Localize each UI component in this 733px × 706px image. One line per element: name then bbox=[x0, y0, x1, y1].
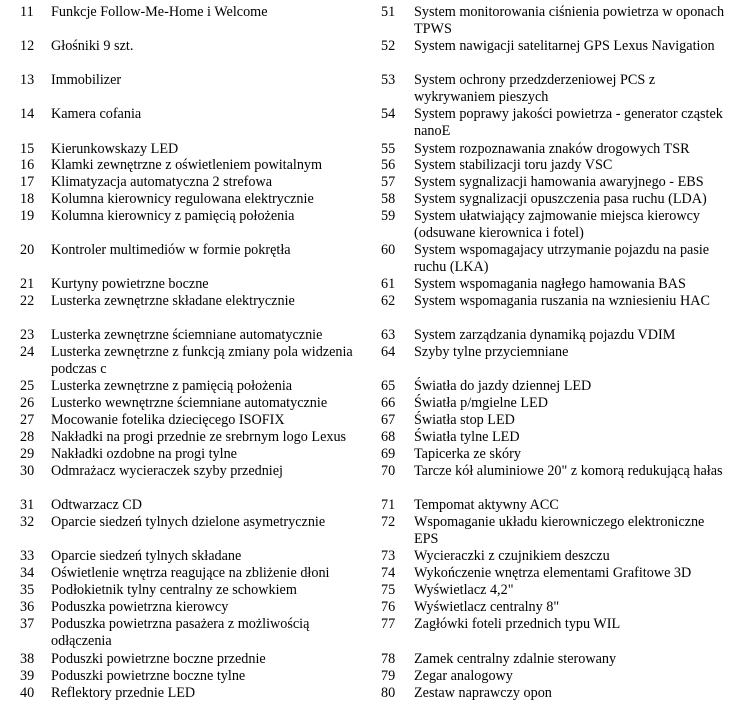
item-label: Wyświetlacz centralny 8" bbox=[414, 599, 560, 615]
item-label: System poprawy jakości powietrza - generator cząstek nanoE bbox=[414, 106, 723, 139]
item-label: Kurtyny powietrzne boczne bbox=[51, 276, 209, 292]
item-label: Lusterka zewnętrzne składane elektrycznie bbox=[51, 293, 295, 309]
item-label: System zarządzania dynamiką pojazdu VDIM bbox=[414, 327, 676, 343]
item-label: Lusterka zewnętrzne z funkcją zmiany pola widzenia podczas c bbox=[51, 344, 353, 377]
item-number: 40 bbox=[20, 685, 35, 701]
item-number: 58 bbox=[381, 191, 396, 207]
item-label: Klimatyzacja automatyczna 2 strefowa bbox=[51, 174, 272, 190]
item-label: Zestaw naprawczy opon bbox=[414, 685, 552, 701]
item-number: 64 bbox=[381, 344, 396, 360]
item-label: Wycieraczki z czujnikiem deszczu bbox=[414, 548, 610, 564]
item-label: Szyby tylne przyciemniane bbox=[414, 344, 569, 360]
item-number: 52 bbox=[381, 38, 396, 54]
item-number: 54 bbox=[381, 106, 396, 122]
item-number: 25 bbox=[20, 378, 35, 394]
item-number: 22 bbox=[20, 293, 35, 309]
item-label: Światła p/mgielne LED bbox=[414, 395, 548, 411]
item-number: 11 bbox=[20, 4, 34, 20]
item-number: 57 bbox=[381, 174, 396, 190]
item-label: Nakładki na progi przednie ze srebrnym logo Lexus bbox=[51, 429, 347, 445]
item-label: Wyświetlacz 4,2" bbox=[414, 582, 514, 598]
item-label: Poduszki powietrzne boczne przednie bbox=[51, 651, 266, 667]
item-number: 28 bbox=[20, 429, 35, 445]
item-label: Mocowanie fotelika dziecięcego ISOFIX bbox=[51, 412, 285, 428]
item-number: 69 bbox=[381, 446, 396, 462]
item-number: 15 bbox=[20, 141, 35, 157]
item-number: 16 bbox=[20, 157, 35, 173]
item-label: System sygnalizacji opuszczenia pasa ruchu (LDA) bbox=[414, 191, 707, 207]
item-label: System ochrony przedzderzeniowej PCS z wykrywaniem pieszych bbox=[414, 72, 656, 105]
item-number: 18 bbox=[20, 191, 35, 207]
item-label: Wspomaganie układu kierowniczego elektroniczne EPS bbox=[414, 514, 705, 547]
item-label: Odmrażacz wycieraczek szyby przedniej bbox=[51, 463, 283, 479]
item-number: 78 bbox=[381, 651, 396, 667]
item-label: Zamek centralny zdalnie sterowany bbox=[414, 651, 617, 667]
item-number: 74 bbox=[381, 565, 396, 581]
item-label: Kolumna kierownicy z pamięcią położenia bbox=[51, 208, 295, 224]
item-number: 27 bbox=[20, 412, 35, 428]
item-label: System wspomagania nagłego hamowania BAS bbox=[414, 276, 686, 292]
item-number: 70 bbox=[381, 463, 396, 479]
item-label: Tempomat aktywny ACC bbox=[414, 497, 559, 513]
item-number: 19 bbox=[20, 208, 35, 224]
item-number: 20 bbox=[20, 242, 35, 258]
item-label: Poduszka powietrzna kierowcy bbox=[51, 599, 229, 615]
item-label: System ułatwiający zajmowanie miejsca kierowcy (odsuwane kierownica i fotel) bbox=[414, 208, 701, 241]
item-label: Podłokietnik tylny centralny ze schowkiem bbox=[51, 582, 297, 598]
item-label: System sygnalizacji hamowania awaryjnego - EBS bbox=[414, 174, 704, 190]
item-number: 60 bbox=[381, 242, 396, 258]
item-number: 17 bbox=[20, 174, 35, 190]
item-number: 59 bbox=[381, 208, 396, 224]
item-label: Poduszka powietrzna pasażera z możliwością odłączenia bbox=[51, 616, 310, 649]
item-label: Poduszki powietrzne boczne tylne bbox=[51, 668, 246, 684]
item-number: 72 bbox=[381, 514, 396, 530]
item-number: 33 bbox=[20, 548, 35, 564]
item-label: System monitorowania ciśnienia powietrza w oponach TPWS bbox=[414, 4, 725, 37]
item-label: Odtwarzacz CD bbox=[51, 497, 142, 513]
item-number: 71 bbox=[381, 497, 396, 513]
item-number: 80 bbox=[381, 685, 396, 701]
item-number: 67 bbox=[381, 412, 396, 428]
item-number: 61 bbox=[381, 276, 396, 292]
item-label: Tapicerka ze skóry bbox=[414, 446, 521, 462]
item-label: Oświetlenie wnętrza reagujące na zbliżenie dłoni bbox=[51, 565, 330, 581]
item-label: Kontroler multimediów w formie pokrętła bbox=[51, 242, 291, 258]
item-label: Zegar analogowy bbox=[414, 668, 513, 684]
item-label: Kierunkowskazy LED bbox=[51, 141, 179, 157]
item-number: 37 bbox=[20, 616, 35, 632]
item-label: Lusterka zewnętrzne z pamięcią położenia bbox=[51, 378, 293, 394]
item-number: 26 bbox=[20, 395, 35, 411]
item-label: Światła tylne LED bbox=[414, 429, 520, 445]
item-number: 53 bbox=[381, 72, 396, 88]
item-label: Wykończenie wnętrza elementami Grafitowe 3D bbox=[414, 565, 692, 581]
item-number: 24 bbox=[20, 344, 35, 360]
item-number: 31 bbox=[20, 497, 35, 513]
item-label: Tarcze kół aluminiowe 20" z komorą redukującą hałas bbox=[414, 463, 723, 479]
item-number: 39 bbox=[20, 668, 35, 684]
item-label: Klamki zewnętrzne z oświetleniem powitalnym bbox=[51, 157, 323, 173]
item-number: 76 bbox=[381, 599, 396, 615]
item-number: 68 bbox=[381, 429, 396, 445]
item-number: 65 bbox=[381, 378, 396, 394]
item-number: 36 bbox=[20, 599, 35, 615]
item-number: 13 bbox=[20, 72, 35, 88]
item-label: Głośniki 9 szt. bbox=[51, 38, 134, 54]
item-number: 34 bbox=[20, 565, 35, 581]
item-number: 12 bbox=[20, 38, 35, 54]
item-label: Reflektory przednie LED bbox=[51, 685, 196, 701]
item-label: Kolumna kierownicy regulowana elektrycznie bbox=[51, 191, 314, 207]
item-label: System wspomagajacy utrzymanie pojazdu na pasie ruchu (LKA) bbox=[414, 242, 710, 275]
item-label: Immobilizer bbox=[51, 72, 122, 88]
item-number: 23 bbox=[20, 327, 35, 343]
item-number: 51 bbox=[381, 4, 396, 20]
item-label: Funkcje Follow-Me-Home i Welcome bbox=[51, 4, 268, 20]
item-label: Nakładki ozdobne na progi tylne bbox=[51, 446, 237, 462]
item-number: 21 bbox=[20, 276, 35, 292]
item-number: 32 bbox=[20, 514, 35, 530]
item-number: 38 bbox=[20, 651, 35, 667]
item-number: 73 bbox=[381, 548, 396, 564]
item-number: 30 bbox=[20, 463, 35, 479]
item-number: 56 bbox=[381, 157, 396, 173]
item-label: Kamera cofania bbox=[51, 106, 142, 122]
item-number: 62 bbox=[381, 293, 396, 309]
item-label: Lusterka zewnętrzne ściemniane automatycznie bbox=[51, 327, 323, 343]
item-number: 79 bbox=[381, 668, 396, 684]
item-label: Światła stop LED bbox=[414, 412, 515, 428]
item-label: Oparcie siedzeń tylnych dzielone asymetrycznie bbox=[51, 514, 326, 530]
item-number: 66 bbox=[381, 395, 396, 411]
item-label: Światła do jazdy dziennej LED bbox=[414, 378, 592, 394]
item-label: System nawigacji satelitarnej GPS Lexus Navigation bbox=[414, 38, 715, 54]
item-label: Zagłówki foteli przednich typu WIL bbox=[414, 616, 621, 632]
item-label: Lusterko wewnętrzne ściemniane automatycznie bbox=[51, 395, 328, 411]
item-label: System rozpoznawania znaków drogowych TSR bbox=[414, 141, 690, 157]
item-number: 63 bbox=[381, 327, 396, 343]
item-number: 14 bbox=[20, 106, 35, 122]
item-number: 35 bbox=[20, 582, 35, 598]
item-number: 29 bbox=[20, 446, 35, 462]
item-number: 75 bbox=[381, 582, 396, 598]
item-label: System wspomagania ruszania na wzniesieniu HAC bbox=[414, 293, 710, 309]
item-number: 55 bbox=[381, 141, 396, 157]
item-number: 77 bbox=[381, 616, 396, 632]
item-label: System stabilizacji toru jazdy VSC bbox=[414, 157, 613, 173]
item-label: Oparcie siedzeń tylnych składane bbox=[51, 548, 242, 564]
